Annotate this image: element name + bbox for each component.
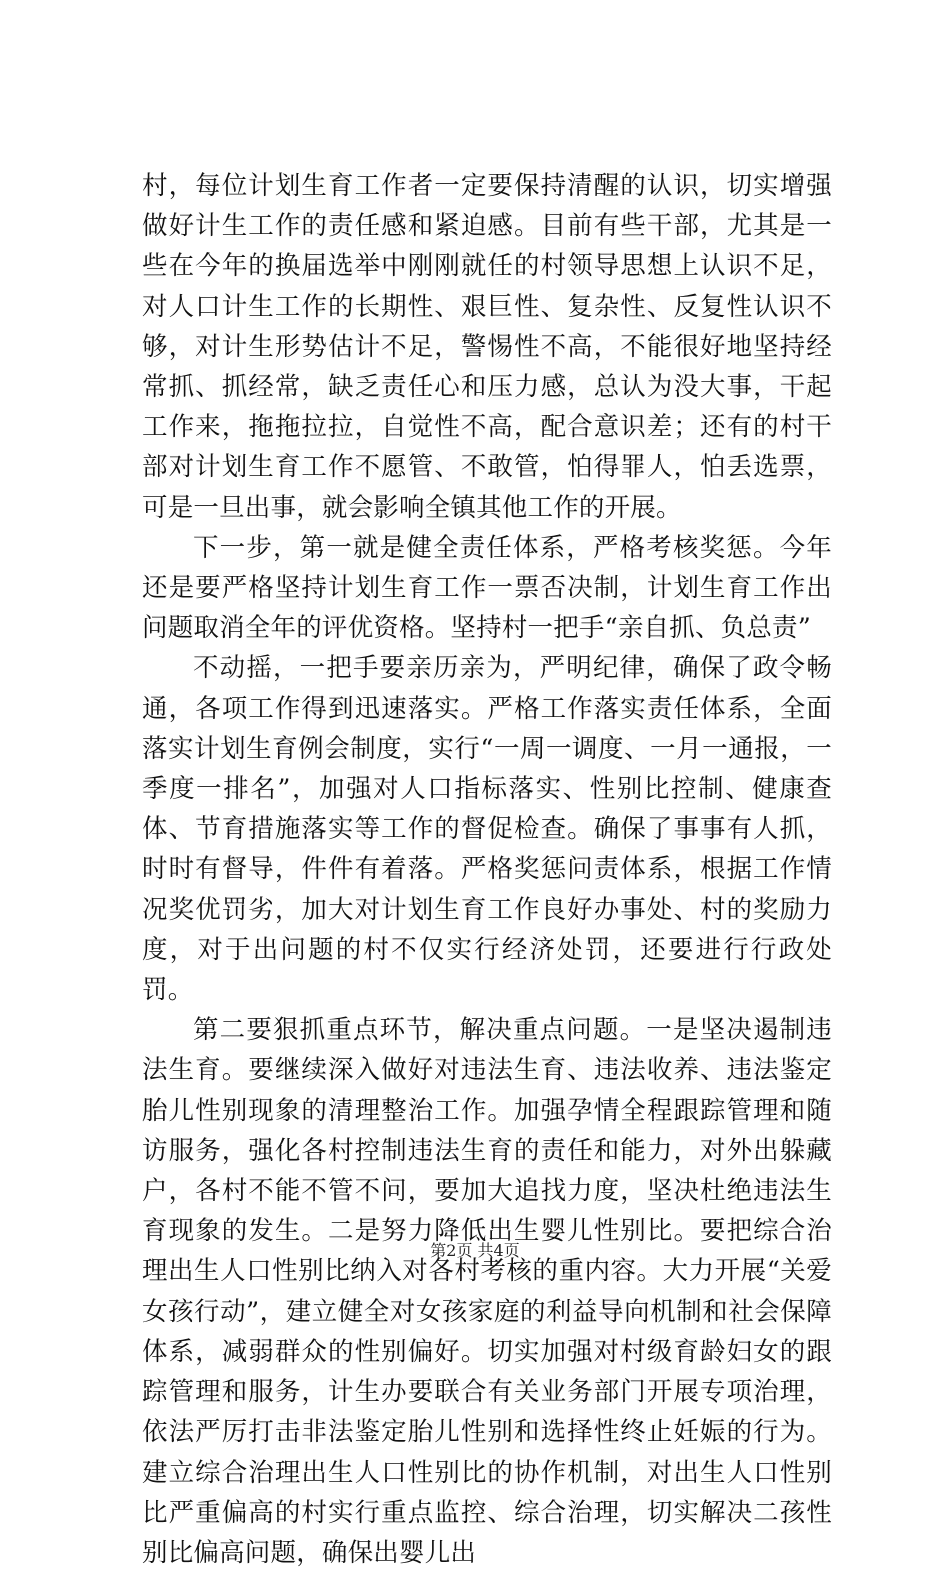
paragraph-1: 村，每位计划生育工作者一定要保持清醒的认识，切实增强做好计生工作的责任感和紧迫感。目前有些干部，尤其是一些在今年的换届选举中刚刚就任的村领导思想上认识不足，对人口计生工作的长期性、艰巨性、复杂性、反复性认识不够，对计生形势估计不足，警惕性不高，不能很好地坚持经常抓、抓经常，缺乏责任心和压力感，总认为没大事，干起工作来，拖拖拉拉，自觉性不高，配合意识差；还有的村干部对计划生育工作不愿管、不敢管，怕得罪人，怕丢选票，可是一旦出事，就会影响全镇其他工作的开展。 (142, 171, 832, 523)
paragraph-4: 第二要狠抓重点环节，解决重点问题。一是坚决遏制违法生育。要继续深入做好对违法生育、违法收养、违法鉴定胎儿性别现象的清理整治工作。加强孕情全程跟踪管理和随访服务，强化各村控制违法生育的责任和能力，对外出躲藏户，各村不能不管不问，要加大追找力度，坚决杜绝违法生育现象的发生。二是努力降低出生婴儿性别比。要把综合治理出生人口性别比纳入对各村考核的重内容。大力开展“关爱女孩行动”，建立健全对女孩家庭的利益导向机制和社会保障体系，减弱群众的性别偏好。切实加强对村级育龄妇女的跟踪管理和服务，计生办要联合有关业务部门开展专项治理，依法严厉打击非法鉴定胎儿性别和选择性终止妊娠的行为。建立综合治理出生人口性别比的协作机制，对出生人口性别比严重偏高的村实行重点监控、综合治理，切实解决二孩性别比偏高问题，确保出婴儿出 (142, 1015, 832, 1568)
document-body (142, 166, 832, 1573)
paragraph-3: 不动摇，一把手要亲历亲为，严明纪律，确保了政令畅通，各项工作得到迅速落实。严格工作落实责任体系，全面落实计划生育例会制度，实行“一周一调度、一月一通报，一季度一排名”，加强对人口指标落实、性别比控制、健康查体、节育措施落实等工作的督促检查。确保了事事有人抓，时时有督导，件件有着落。严格奖惩问责体系，根据工作情况奖优罚劣，加大对计划生育工作良好办事处、村的奖励力度，对于出问题的村不仅实行经济处罚，还要进行行政处罚。 (142, 653, 832, 1006)
paragraph-2: 下一步，第一就是健全责任体系，严格考核奖惩。今年还是要严格坚持计划生育工作一票否决制，计划生育工作出问题取消全年的评优资格。坚持村一把手“亲自抓、负总责” (142, 532, 832, 644)
page-footer: 第2页 共4页 (430, 1241, 520, 1260)
